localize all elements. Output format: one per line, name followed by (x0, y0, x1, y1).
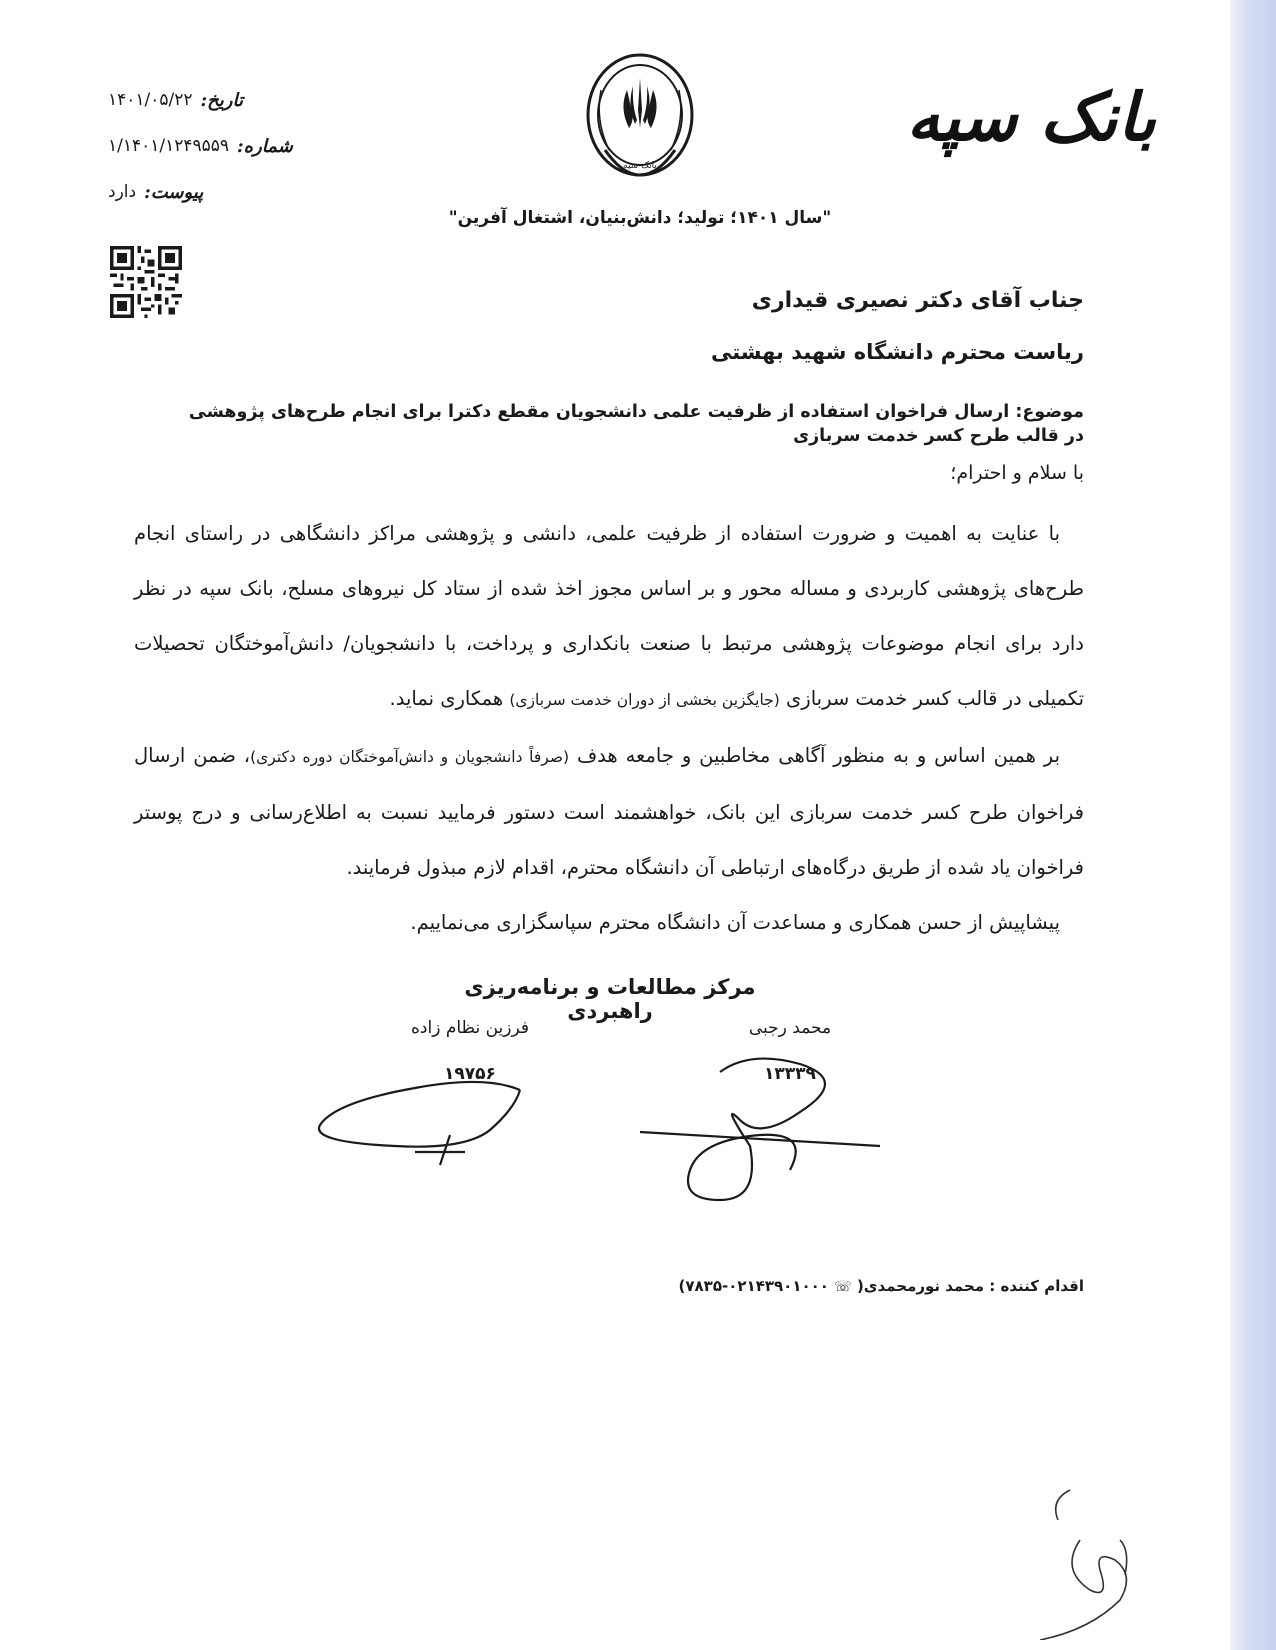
signature-right-icon (640, 1050, 900, 1210)
action-by-label: اقدام کننده : محمد نورمحمدی( (856, 1277, 1084, 1295)
signatory-right-name: محمد رجبی (748, 1018, 832, 1038)
corner-handwriting-icon (1000, 1480, 1160, 1640)
number-row (108, 130, 308, 162)
signatory-left (360, 1018, 580, 1084)
signatory-left-code: ۱۹۷۵۶ (444, 1064, 496, 1084)
attachment-label: پیوست: (144, 181, 204, 203)
date-row (108, 84, 308, 116)
body-paragraph-2 (134, 728, 1084, 895)
qr-code-icon (110, 246, 182, 318)
number-value: ۱/۱۴۰۱/۱۲۴۹۵۵۹ (108, 136, 230, 156)
action-by-phone: ۰۲۱۴۳۹۰۱۰۰۰-۷۸۳۵) (678, 1277, 829, 1295)
date-label: تاریخ: (200, 89, 243, 111)
attachment-row (108, 176, 308, 208)
letter-body (134, 506, 1084, 950)
addressee-title: ریاست محترم دانشگاه شهید بهشتی (710, 340, 1084, 364)
emblem-label: بانک سپه (623, 161, 657, 171)
signatory-right-code: ۱۳۳۳۹ (764, 1064, 816, 1084)
iran-emblem-icon (583, 50, 697, 200)
attachment-value: دارد (108, 182, 137, 202)
p1-note: (جایگزین بخشی از دوران خدمت سربازی) (509, 691, 780, 709)
body-paragraph-3: پیشاپیش از حسن همکاری و مساعدت آن دانشگاه محترم سپاسگزاری می‌نماییم. (410, 911, 1060, 934)
year-motto: "سال ۱۴۰۱؛ تولید؛ دانش‌بنیان، اشتغال آفرین" (448, 208, 832, 228)
p2-note: (صرفاً دانشجویان و دانش‌آموختگان دوره دکتری) (250, 748, 570, 766)
signing-department: مرکز مطالعات و برنامه‌ریزی راهبردی (464, 975, 756, 1023)
signatory-left-name: فرزین نظام زاده (411, 1018, 529, 1038)
p1-text: با عنایت به اهمیت و ضرورت استفاده از ظرفیت علمی، دانشی و پژوهشی مراکز دانشگاهی در راستای انجام طرح‌های پژوهشی کاربردی و مساله محور و بر اساس مجوز اخذ شده از ستاد کل نیروهای مسلح، بانک سپه در نظر دارد برای انجام موضوعات پژوهشی مرتبط با صنعت بانکداری و پرداخت، با دانشجویان/ دانش‌آموختگان تحصیلات تکمیلی در قالب کسر خدمت سربازی (134, 522, 1084, 710)
signature-left-icon (315, 1080, 545, 1170)
bank-logo-text: بانک سپه (906, 78, 1156, 156)
p2-rest: ، ضمن ارسال فراخوان طرح کسر خدمت سربازی این بانک، خواهشمند است دستور فرمایید نسبت به اطلاع‌رسانی و درج پوستر فراخوان یاد شده از طریق درگاه‌های ارتباطی آن دانشگاه محترم، اقدام لازم مبذول فرمایند. (134, 744, 1084, 879)
body-paragraph-1 (134, 506, 1084, 728)
p2-start: بر همین اساس و به منظور آگاهی مخاطبین و جامعه هدف (576, 744, 1060, 767)
greeting: با سلام و احترام؛ (950, 462, 1084, 484)
addressee-name: جناب آقای دکتر نصیری قیداری (751, 288, 1084, 313)
date-value: ۱۴۰۱/۰۵/۲۲ (108, 90, 193, 110)
number-label: شماره: (237, 135, 293, 157)
phone-icon: ☏ (834, 1279, 852, 1295)
letter-subject: موضوع: ارسال فراخوان استفاده از ظرفیت علمی دانشجویان مقطع دکترا برای انجام طرح‌های پژوهشی در قالب طرح کسر خدمت سربازی (188, 402, 1084, 446)
action-by (679, 1277, 1084, 1295)
p1-end: همکاری نماید. (389, 687, 504, 710)
scan-edge-band (1230, 0, 1276, 1650)
